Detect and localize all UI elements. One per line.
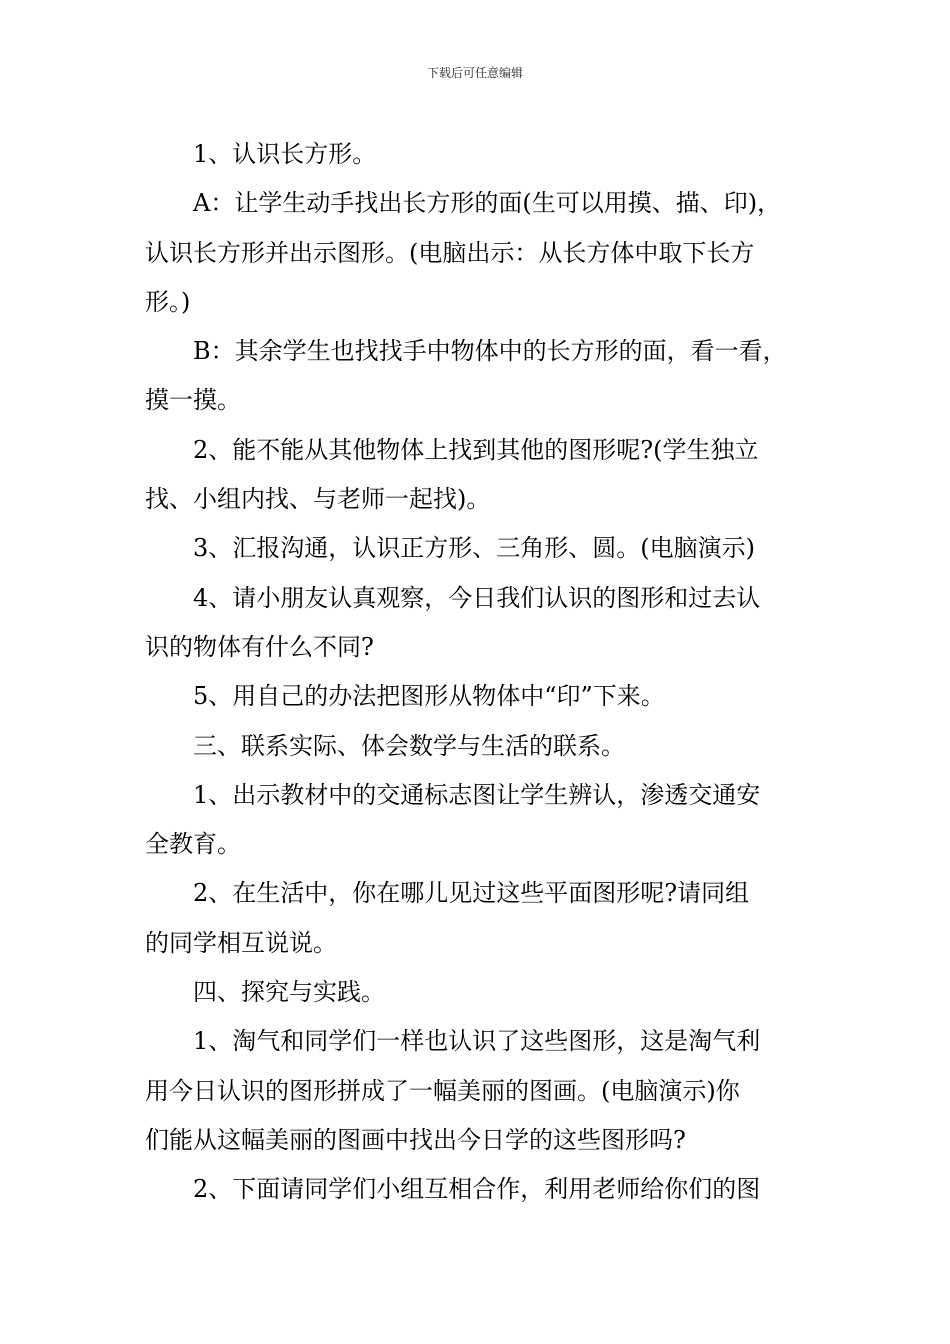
paragraph-line: 认识长方形并出示图形。(电脑出示：从长方体中取下长方 [145, 238, 755, 267]
page-header: 下载后可任意编辑 [426, 66, 523, 80]
paragraph-line: A：让学生动手找出长方形的面(生可以用摸、描、印)， [193, 189, 782, 218]
paragraph-line: 4、请小朋友认真观察，今日我们认识的图形和过去认 [193, 583, 761, 612]
paragraph-line: 找、小组内找、与老师一起找)。 [145, 485, 491, 514]
section-heading: 三、联系实际、体会数学与生活的联系。 [193, 731, 625, 760]
paragraph-line: 的同学相互说说。 [145, 928, 337, 957]
paragraph-line: 摸一摸。 [145, 386, 241, 415]
paragraph-line: 1、出示教材中的交通标志图让学生辨认，渗透交通安 [193, 780, 761, 809]
paragraph-line: 1、认识长方形。 [193, 140, 377, 168]
paragraph-line: 们能从这幅美丽的图画中找出今日学的这些图形吗? [145, 1125, 686, 1154]
paragraph-line: 2、在生活中，你在哪儿见过这些平面图形呢?请同组 [193, 879, 750, 908]
paragraph-line: 2、下面请同学们小组互相合作，利用老师给你们的图 [193, 1175, 761, 1204]
paragraph-line: 5、用自己的办法把图形从物体中“印”下来。 [193, 682, 665, 711]
paragraph-line: 形。) [145, 287, 191, 316]
section-heading: 四、探究与实践。 [193, 978, 385, 1007]
paragraph-line: 全教育。 [145, 830, 241, 859]
paragraph-line: 3、汇报沟通，认识正方形、三角形、圆。(电脑演示) [193, 534, 755, 563]
paragraph-line: B：其余学生也找找手中物体中的长方形的面，看一看， [193, 337, 787, 366]
paragraph-line: 识的物体有什么不同? [145, 632, 374, 661]
paragraph-line: 1、淘气和同学们一样也认识了这些图形，这是淘气利 [193, 1027, 761, 1056]
paragraph-line: 用今日认识的图形拼成了一幅美丽的图画。(电脑演示)你 [145, 1076, 740, 1105]
paragraph-line: 2、能不能从其他物体上找到其他的图形呢?(学生独立 [193, 435, 759, 464]
document-body [145, 130, 825, 1215]
